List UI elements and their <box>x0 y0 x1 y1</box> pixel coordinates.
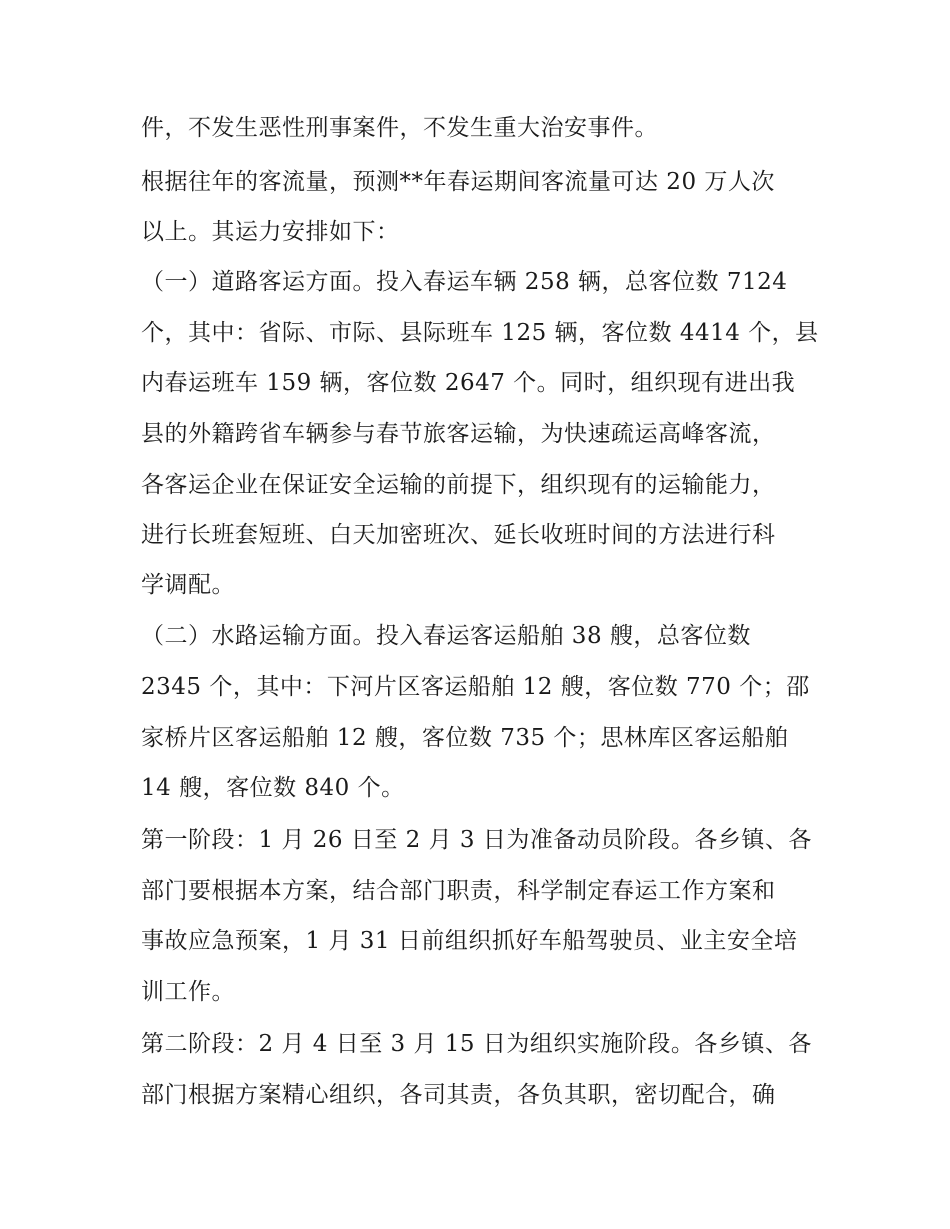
text-line: 学调配。 <box>141 572 235 598</box>
text-line: 根据往年的客流量，预测**年春运期间客流量可达 20 万人次 <box>141 169 775 195</box>
text-line: （一）道路客运方面。投入春运车辆 258 辆，总客位数 7124 <box>141 269 788 295</box>
text-line: 2345 个，其中：下河片区客运船舶 12 艘，客位数 770 个；邵 <box>141 674 810 700</box>
text-line: （二）水路运输方面。投入春运客运船舶 38 艘，总客位数 <box>141 623 751 649</box>
text-line: 第二阶段：2 月 4 日至 3 月 15 日为组织实施阶段。各乡镇、各 <box>141 1031 812 1057</box>
text-line: 第一阶段：1 月 26 日至 2 月 3 日为准备动员阶段。各乡镇、各 <box>141 827 812 853</box>
text-line: 进行长班套短班、白天加密班次、延长收班时间的方法进行科 <box>141 522 776 548</box>
text-line: 以上。其运力安排如下： <box>141 219 400 245</box>
text-line: 县的外籍跨省车辆参与春节旅客运输，为快速疏运高峰客流， <box>141 421 776 447</box>
text-line: 件，不发生恶性刑事案件，不发生重大治安事件。 <box>141 115 658 141</box>
text-line: 事故应急预案，1 月 31 日前组织抓好车船驾驶员、业主安全培 <box>141 928 798 954</box>
text-line: 内春运班车 159 辆，客位数 2647 个。同时，组织现有进出我 <box>141 370 796 396</box>
text-line: 14 艘，客位数 840 个。 <box>141 775 405 801</box>
text-line: 训工作。 <box>141 979 235 1005</box>
text-line: 各客运企业在保证安全运输的前提下，组织现有的运输能力， <box>141 472 776 498</box>
text-line: 家桥片区客运船舶 12 艘，客位数 735 个；思林库区客运船舶 <box>141 725 789 751</box>
text-line: 个，其中：省际、市际、县际班车 125 辆，客位数 4414 个，县 <box>141 320 819 346</box>
text-line: 部门根据方案精心组织，各司其责，各负其职，密切配合，确 <box>141 1082 776 1108</box>
text-line: 部门要根据本方案，结合部门职责，科学制定春运工作方案和 <box>141 878 776 904</box>
